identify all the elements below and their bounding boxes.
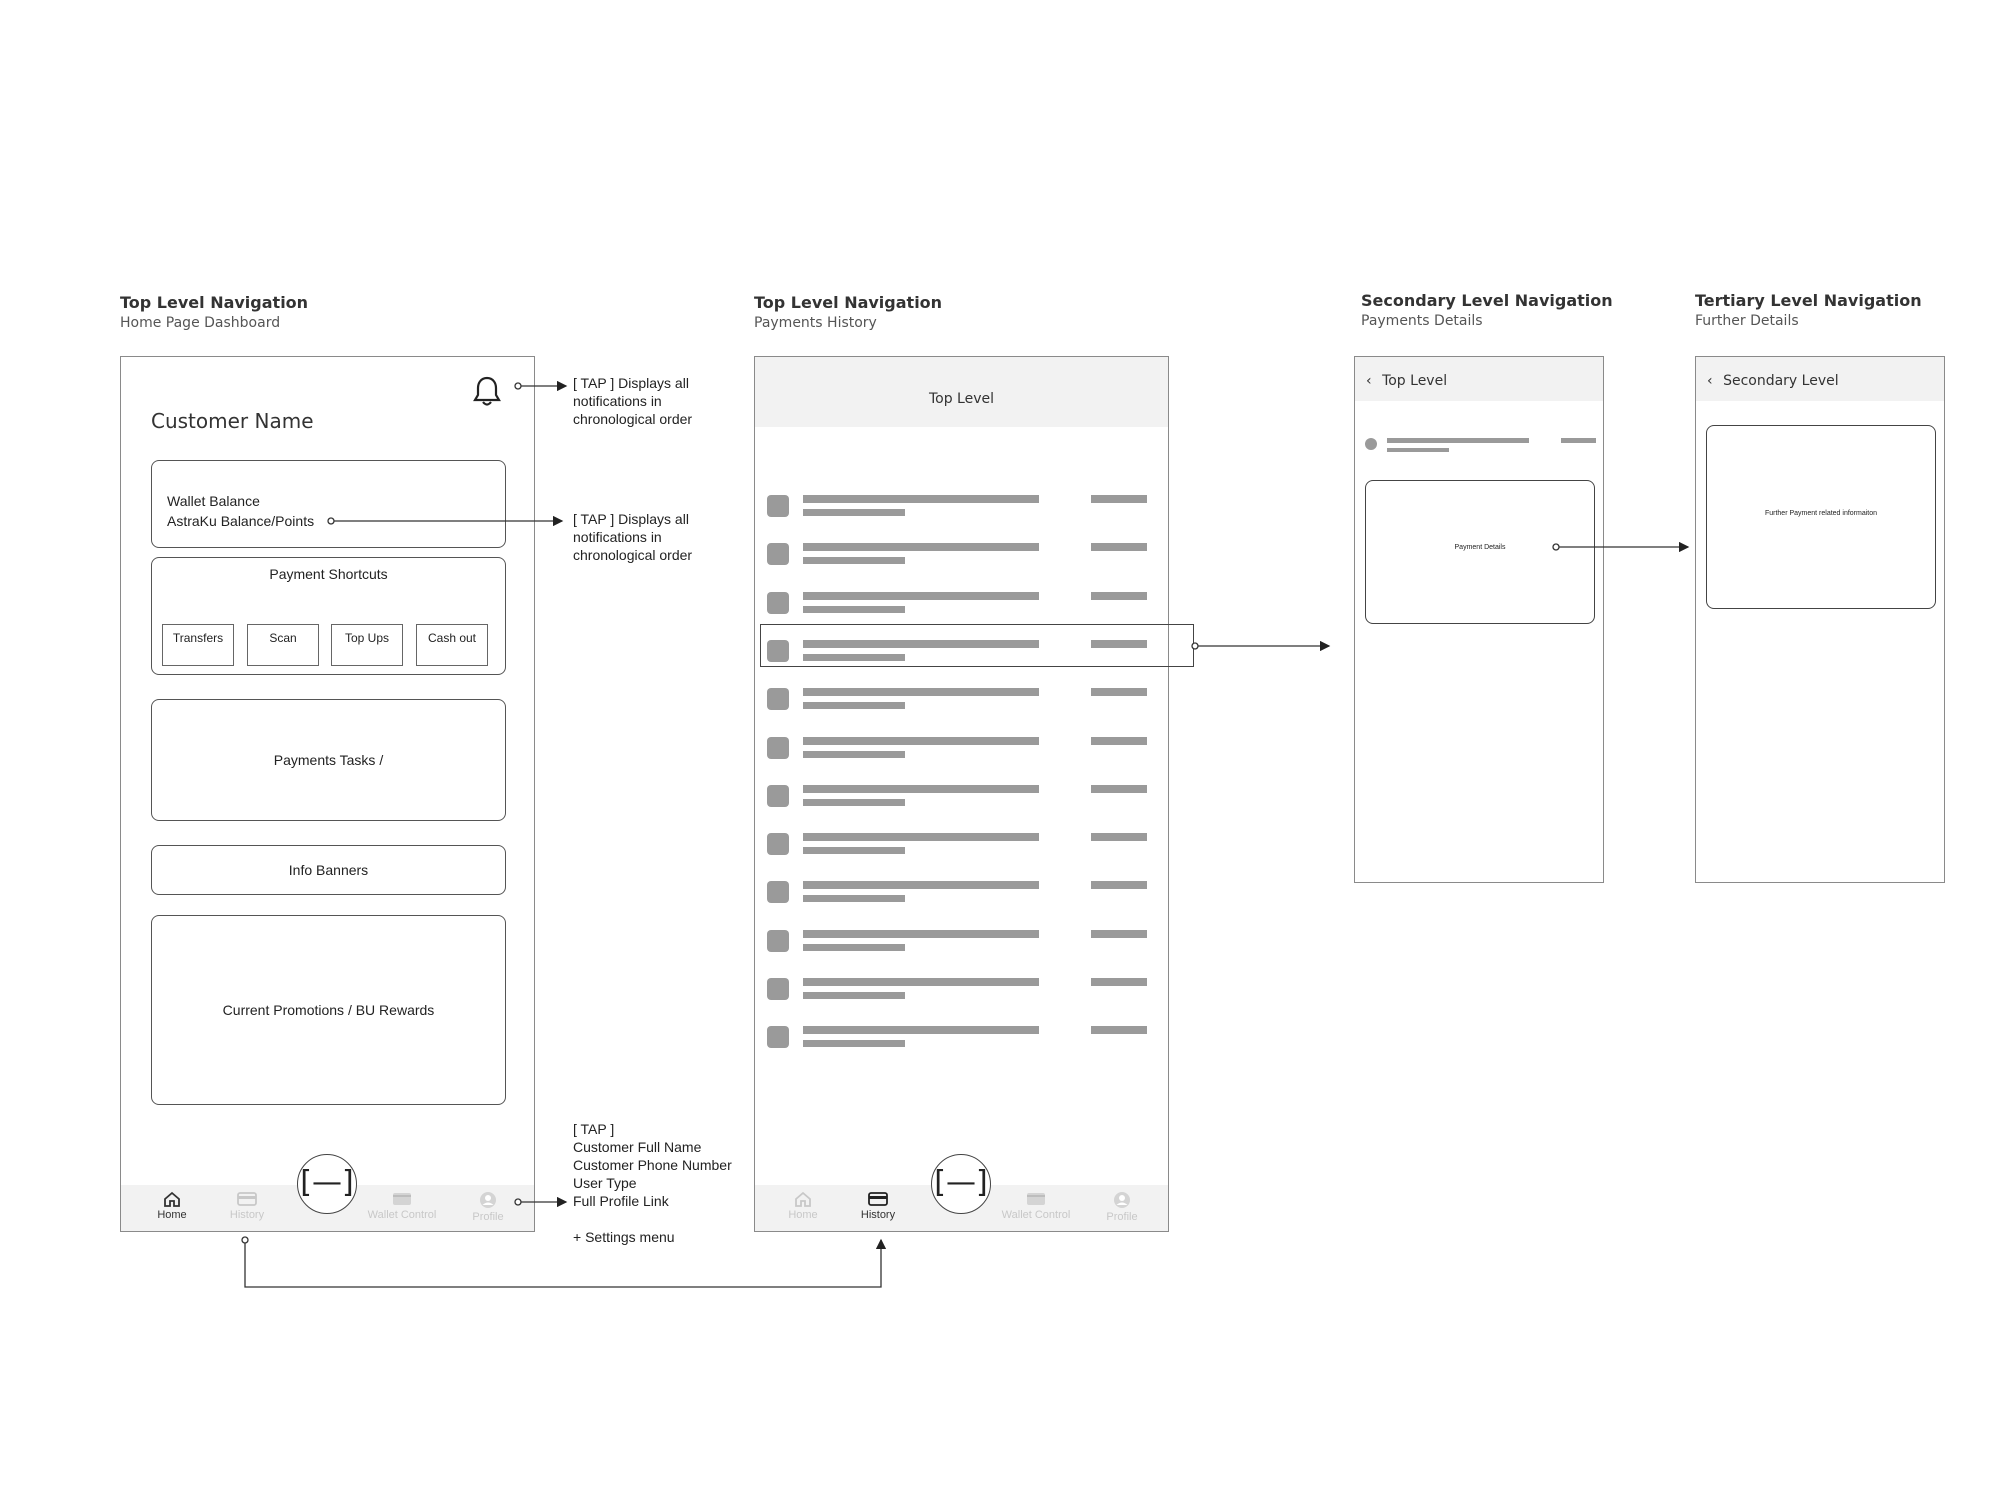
- further-screen-subtitle: Further Details: [1695, 313, 1799, 329]
- connector-origin: [242, 1237, 248, 1243]
- annotation-line: chronological order: [573, 547, 693, 563]
- annotation-line: [ TAP ] Displays all: [573, 511, 689, 527]
- further-details-label: Further Payment related informaiton: [1764, 510, 1878, 517]
- history-screen-title: Top Level Navigation: [754, 293, 943, 312]
- annotation-line: Customer Phone Number: [573, 1157, 732, 1173]
- back-label: Top Level: [1382, 373, 1448, 389]
- payment-shortcuts-title: Payment Shortcuts: [269, 566, 388, 582]
- connector-origin: [515, 383, 521, 389]
- nav-profile-label: Profile: [472, 1211, 504, 1223]
- cash-out-button[interactable]: Cash out: [416, 624, 488, 666]
- details-screen-title: Secondary Level Navigation: [1361, 291, 1613, 310]
- transfers-button[interactable]: Transfers: [162, 624, 234, 666]
- annotation-line: + Settings menu: [573, 1229, 675, 1245]
- history-top-bar-label: Top Level: [928, 391, 995, 407]
- scan-fab-button[interactable]: [—]: [931, 1154, 991, 1214]
- annotation-line: Full Profile Link: [573, 1193, 669, 1209]
- scan-button[interactable]: Scan: [247, 624, 319, 666]
- nav-history-label: History: [860, 1209, 896, 1221]
- annotation-line: notifications in: [573, 529, 662, 545]
- annotation-line: User Type: [573, 1175, 637, 1191]
- details-screen-subtitle: Payments Details: [1361, 313, 1483, 329]
- chevron-left-icon: ‹: [1366, 373, 1372, 389]
- connector-origin: [1553, 544, 1559, 550]
- connector-origin: [328, 518, 334, 524]
- info-banners-label: Info Banners: [288, 862, 369, 878]
- home-screen-title: Top Level Navigation: [120, 293, 309, 312]
- home-screen-subtitle: Home Page Dashboard: [120, 315, 281, 331]
- astraku-balance-label: AstraKu Balance/Points: [167, 513, 315, 529]
- history-screen-subtitle: Payments History: [754, 315, 877, 331]
- connector-origin: [1192, 643, 1198, 649]
- payment-details-label: Payment Details: [1454, 544, 1506, 551]
- top-ups-button[interactable]: Top Ups: [331, 624, 403, 666]
- connector-origin: [515, 1199, 521, 1205]
- annotation-line: notifications in: [573, 393, 662, 409]
- promotions-label: Current Promotions / BU Rewards: [222, 1002, 435, 1018]
- nav-wallet-control-label: Wallet Control: [367, 1209, 437, 1221]
- annotation-line: [ TAP ] Displays all: [573, 375, 689, 391]
- history-tab-connector: [245, 1240, 881, 1287]
- further-screen-title: Tertiary Level Navigation: [1695, 291, 1922, 310]
- back-label: Secondary Level: [1723, 373, 1839, 389]
- nav-home-label: Home: [788, 1209, 818, 1221]
- annotation-line: [ TAP ]: [573, 1121, 615, 1137]
- wallet-balance-label: Wallet Balance: [167, 493, 260, 509]
- nav-profile-label: Profile: [1106, 1211, 1138, 1223]
- annotation-line: chronological order: [573, 411, 693, 427]
- nav-history-label: History: [229, 1209, 265, 1221]
- payments-tasks-label: Payments Tasks /: [273, 752, 384, 768]
- nav-home-label: Home: [157, 1209, 187, 1221]
- customer-name: Customer Name: [151, 409, 314, 433]
- scan-fab-button[interactable]: [—]: [297, 1154, 357, 1214]
- annotation-line: Customer Full Name: [573, 1139, 702, 1155]
- chevron-left-icon: ‹: [1707, 373, 1713, 389]
- nav-wallet-control-label: Wallet Control: [1001, 1209, 1071, 1221]
